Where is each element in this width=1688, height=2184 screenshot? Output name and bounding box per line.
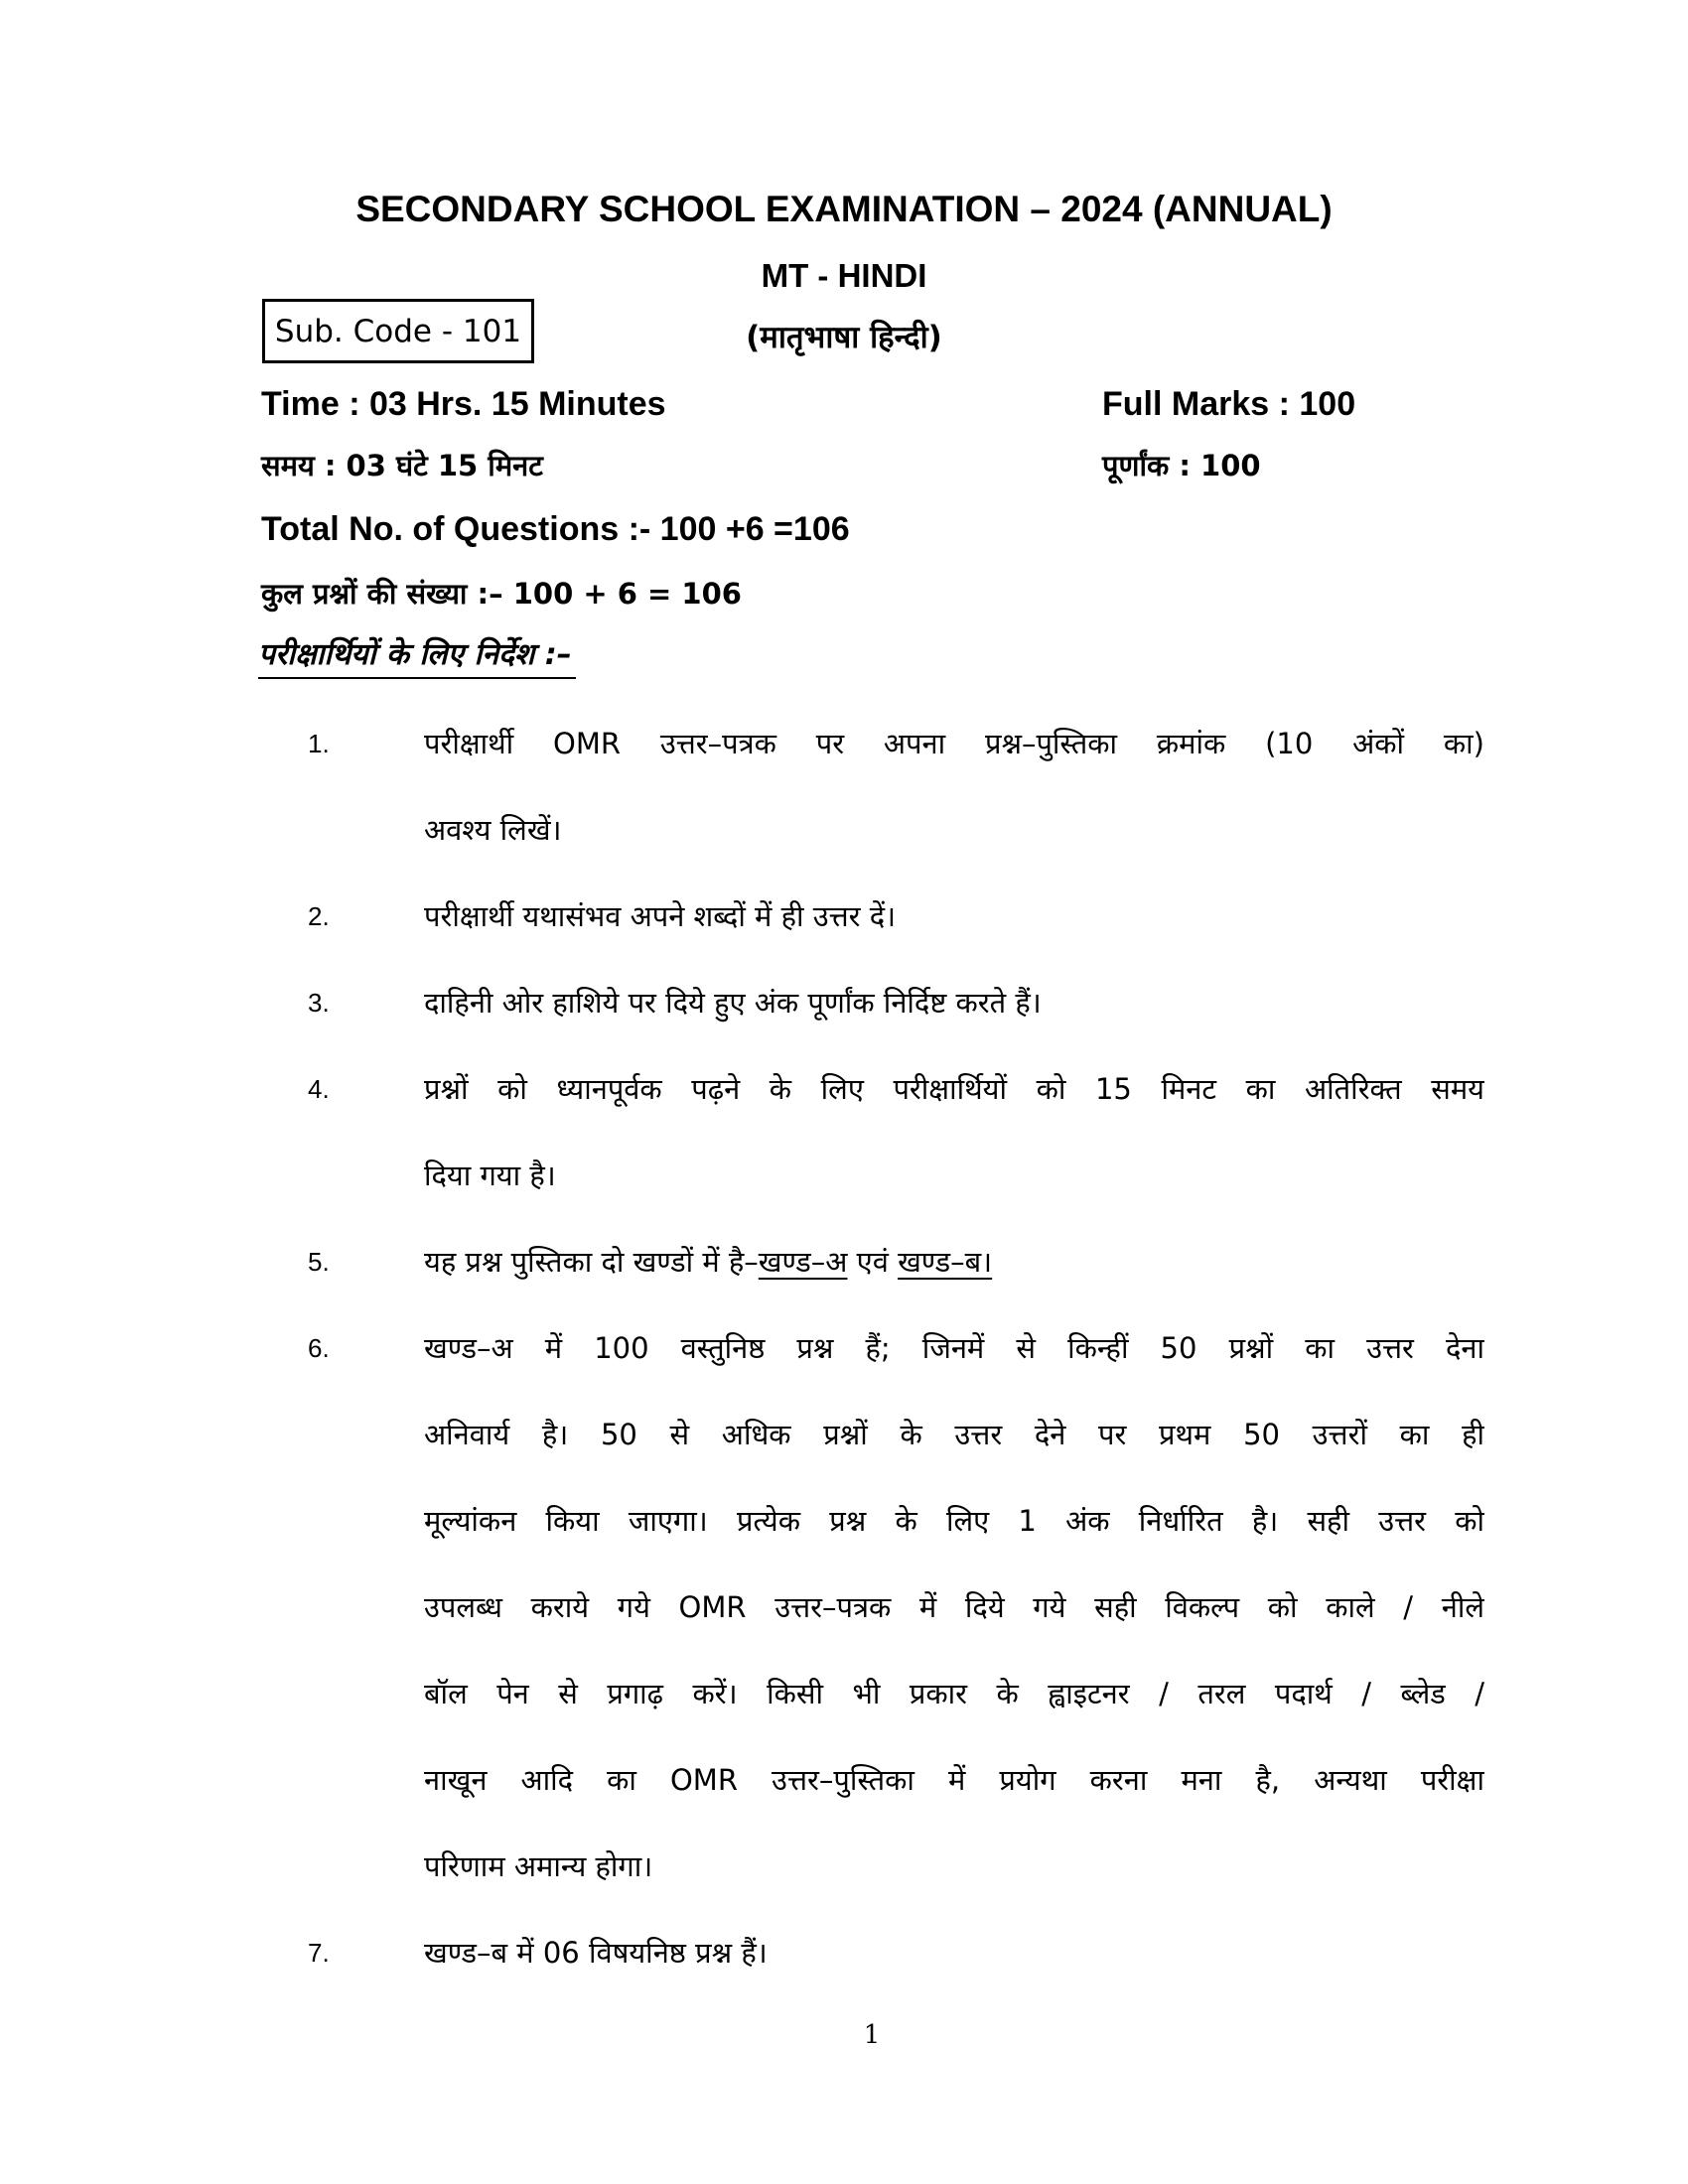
- section-b-label: खण्ड–ब।: [898, 1245, 993, 1279]
- conjunction-text: एवं: [847, 1245, 899, 1279]
- instruction-line: खण्ड–ब में 06 विषयनिष्ठ प्रश्न हैं।: [424, 1936, 768, 1970]
- instruction-item: [298, 1219, 1484, 1305]
- instruction-item: [298, 1046, 1484, 1219]
- instruction-line: परीक्षार्थी OMR उत्तर–पत्रक पर अपना प्रश्न–पुस्तिका क्रमांक (10 अंकों का): [424, 727, 1484, 760]
- instruction-item: [298, 874, 1484, 960]
- instruction-number: 1.: [308, 729, 330, 758]
- instruction-number: 4.: [308, 1074, 330, 1104]
- subject-title: MT - HINDI: [761, 257, 927, 294]
- subject-title-hindi: (मातृभाषा हिन्दी): [746, 320, 942, 355]
- full-marks-english: Full Marks : 100: [1102, 385, 1356, 423]
- total-questions-hindi: कुल प्रश्नों की संख्या :– 100 + 6 = 106: [261, 577, 742, 611]
- time-english: Time : 03 Hrs. 15 Minutes: [261, 385, 666, 423]
- section-a-label: खण्ड–अ: [758, 1245, 848, 1279]
- total-questions-english: Total No. of Questions :- 100 +6 =106: [261, 510, 850, 548]
- instruction-line: बॉल पेन से प्रगाढ़ करें। किसी भी प्रकार के ह्वाइटनर / तरल पदार्थ / ब्लेड /: [424, 1677, 1484, 1710]
- exam-title: SECONDARY SCHOOL EXAMINATION – 2024 (ANNUAL): [355, 189, 1333, 229]
- instruction-line: नाखून आदि का OMR उत्तर–पुस्तिका में प्रयोग करना मना है, अन्यथा परीक्षा: [424, 1763, 1484, 1797]
- page-number: 1: [863, 2020, 881, 2050]
- instruction-line: अवश्य लिखें।: [424, 813, 562, 847]
- instruction-number: 6.: [308, 1333, 330, 1363]
- instruction-line: मूल्यांकन किया जाएगा। प्रत्येक प्रश्न के लिए 1 अंक निर्धारित है। सही उत्तर को: [424, 1504, 1484, 1538]
- instruction-line: उपलब्ध कराये गये OMR उत्तर–पत्रक में दिये गये सही विकल्प को काले / नीले: [424, 1590, 1484, 1624]
- instruction-number: 5.: [308, 1247, 330, 1277]
- instruction-line: परिणाम अमान्य होगा।: [424, 1849, 653, 1883]
- instruction-line: अनिवार्य है। 50 से अधिक प्रश्नों के उत्तर देने पर प्रथम 50 उत्तरों का ही: [424, 1418, 1484, 1451]
- instruction-item: [298, 1305, 1484, 1910]
- instructions-heading: परीक्षार्थियों के लिए निर्देश :–: [258, 633, 576, 679]
- subject-code: Sub. Code - 101: [274, 313, 522, 349]
- instruction-line: दाहिनी ओर हाशिये पर दिये हुए अंक पूर्णांक निर्दिष्ट करते हैं।: [424, 986, 1042, 1020]
- instruction-line: दिया गया है।: [424, 1159, 556, 1192]
- instruction-line: खण्ड–अ में 100 वस्तुनिष्ठ प्रश्न हैं; जिनमें से किन्हीं 50 प्रश्नों का उत्तर देना: [424, 1331, 1484, 1365]
- instruction-item: [298, 1910, 1484, 1996]
- instruction-number: 3.: [308, 988, 330, 1018]
- instruction-number: 7.: [308, 1938, 330, 1968]
- time-hindi: समय : 03 घंटे 15 मिनट: [261, 449, 543, 482]
- instructions-list: [298, 701, 1484, 1996]
- instruction-line: प्रश्नों को ध्यानपूर्वक पढ़ने के लिए परीक्षार्थियों को 15 मिनट का अतिरिक्त समय: [424, 1072, 1484, 1106]
- instruction-line: [424, 1219, 1484, 1305]
- instruction-item: [298, 701, 1484, 874]
- full-marks-hindi: पूर्णांक : 100: [1102, 449, 1261, 482]
- instruction-line: परीक्षार्थी यथासंभव अपने शब्दों में ही उत्तर दें।: [424, 899, 897, 933]
- instruction-text: यह प्रश्न पुस्तिका दो खण्डों में है–: [424, 1245, 759, 1279]
- instruction-number: 2.: [308, 901, 330, 931]
- instruction-item: [298, 960, 1484, 1046]
